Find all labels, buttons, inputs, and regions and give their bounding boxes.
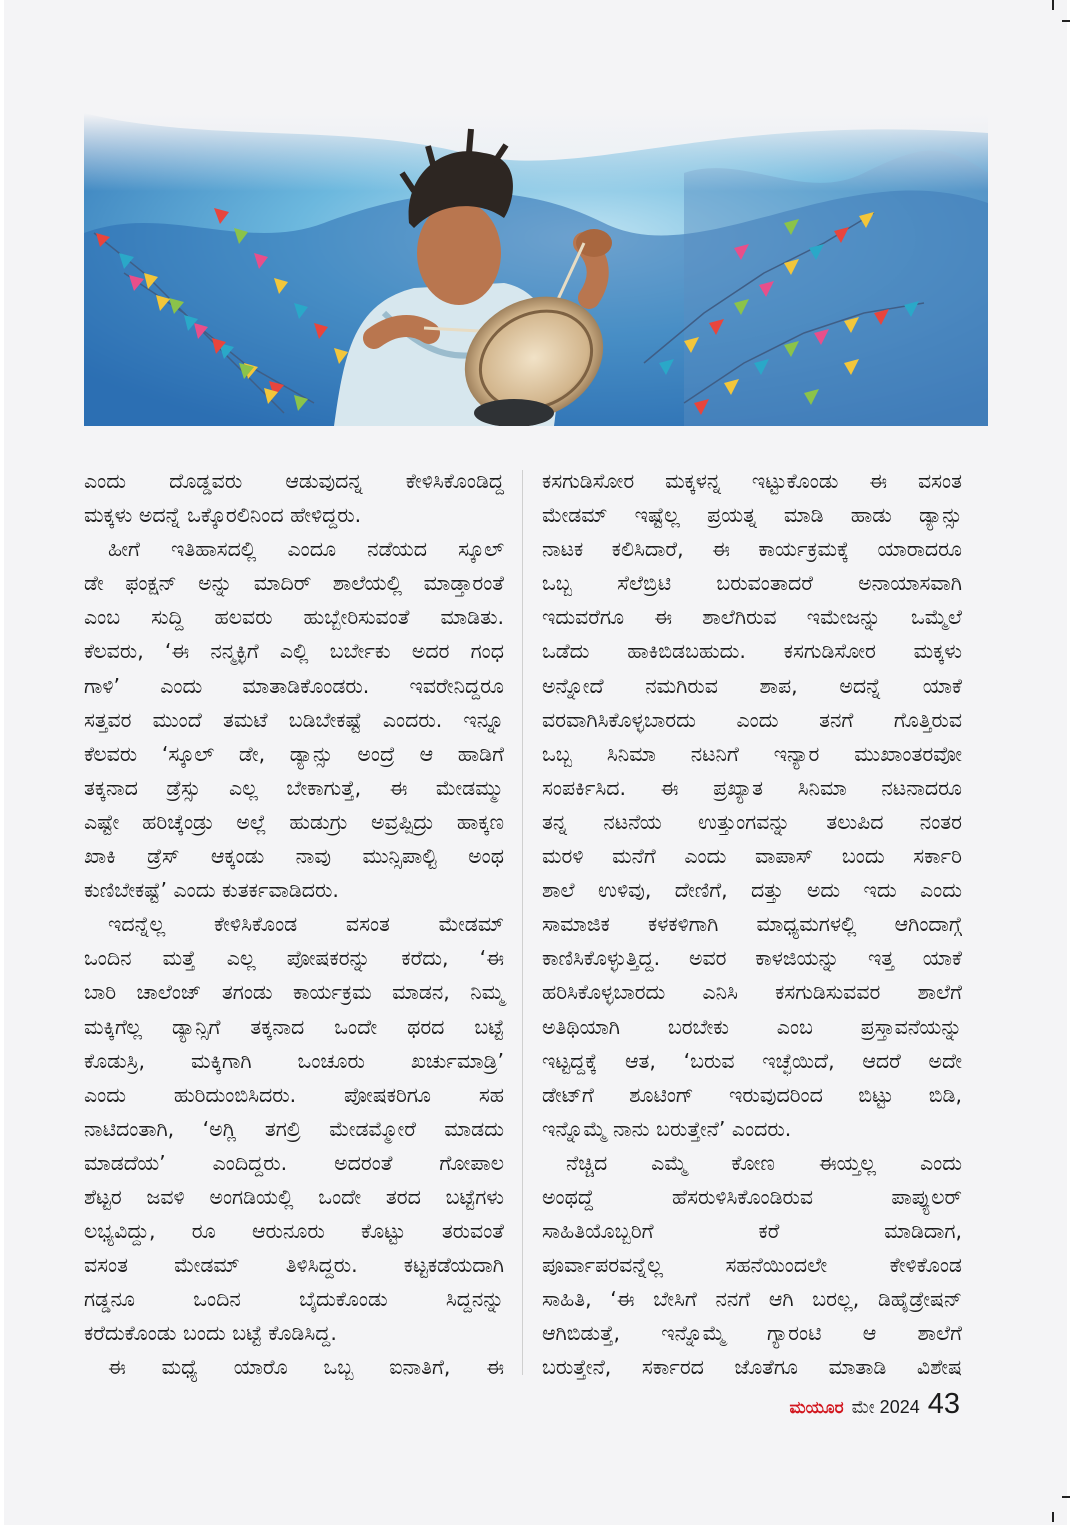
crop-mark-right-upper [1062, 20, 1070, 22]
text-line: ಅನ್ನೋದೆ ನಮಗಿರುವ ಶಾಪ, ಅದನ್ನೆ ಯಾಕೆ [542, 673, 962, 698]
text-line: ತನ್ನ ನಟನೆಯ ಉತ್ತುಂಗವನ್ನು ತಲುಪಿದ ನಂತರ [542, 809, 962, 834]
text-line: ಹೀಗೆ ಇತಿಹಾಸದಲ್ಲಿ ಎಂದೂ ನಡೆಯದ ಸ್ಕೂಲ್ [108, 537, 504, 562]
text-line: ಒಂದಿನ ಮತ್ತೆ ಎಲ್ಲ ಪೋಷಕರನ್ನು ಕರೆದು, ‘ಈ [84, 946, 504, 971]
text-line: ಎಂಬ ಸುದ್ದಿ ಹಲವರು ಹುಬ್ಬೇರಿಸುವಂತೆ ಮಾಡಿತು. [84, 605, 504, 630]
text-line: ಕಾಣಿಸಿಕೊಳ್ಳುತ್ತಿದ್ದ. ಅವರ ಕಾಳಜಿಯನ್ನು ಇತ್ತ ಯಾಕೆ [542, 946, 962, 971]
magazine-logo: ಮಯೂರ [789, 1398, 844, 1418]
illustration-boy-drumming [84, 113, 988, 426]
page-footer [789, 1388, 960, 1428]
text-line: ಒಬ್ಬ ಸಿನಿಮಾ ನಟನಿಗೆ ಇನ್ಯಾರ ಮುಖಾಂತರವೋ [542, 741, 962, 766]
text-line: ಡೇ ಫಂಕ್ಷನ್ ಅನ್ನು ಮಾದಿರ್ ಶಾಲೆಯಲ್ಲಿ ಮಾಡ್ತಾರಂತೆ [84, 571, 504, 596]
text-line: ಎಂದು ದೊಡ್ಡವರು ಆಡುವುದನ್ನ ಕೇಳಿಸಿಕೊಂಡಿದ್ದ [84, 469, 504, 493]
text-line: ಅತಿಥಿಯಾಗಿ ಬರಬೇಕು ಎಂಬ ಪ್ರಸ್ತಾವನೆಯನ್ನು [542, 1014, 962, 1039]
crop-mark-bottom-right [1052, 1512, 1054, 1522]
text-line: ಶಾಲೆ ಉಳಿವು, ದೇಣಿಗೆ, ದತ್ತು ಅದು ಇದು ಎಂದು [542, 878, 962, 903]
text-line: ನಾಟಕ ಕಲಿಸಿದಾರೆ, ಈ ಕಾರ್ಯಕ್ರಮಕ್ಕೆ ಯಾರಾದರೂ [542, 537, 962, 562]
article-column-left [84, 464, 504, 1385]
text-line: ಪೂರ್ವಾಪರವನ್ನೆಲ್ಲ ಸಹನೆಯಿಂದಲೇ ಕೇಳಿಕೊಂಡ [542, 1253, 962, 1278]
text-line: ಎಷ್ಟೇ ಹರಿಚ್ಕೆಂಡ್ರು ಅಲ್ಲೆ ಹುಡುಗ್ರು ಅವ್ರಪ್ಪಿದ್ರು ಹಾಕ್ಕಣ [84, 809, 504, 834]
text-line: ಕೆಲವರು, ‘ಈ ನನ್ಮಕ್ಳಿಗೆ ಎಲ್ಲಿ ಬರ್ಬೇಕು ಅದರ ಗಂಧ [84, 639, 504, 664]
text-line: ಒಡೆದು ಹಾಕಿಬಿಡಬಹುದು. ಕಸಗುಡಿಸೋರ ಮಕ್ಕಳು [542, 639, 962, 664]
text-line: ತಕ್ಕನಾದ ಡ್ರೆಸ್ಸು ಎಲ್ಲ ಬೇಕಾಗುತ್ತೆ, ಈ ಮೇಡಮ್ಮು [84, 775, 504, 800]
text-line: ಕಸಗುಡಿಸೋರ ಮಕ್ಕಳನ್ನ ಇಟ್ಟುಕೊಂಡು ಈ ವಸಂತ [542, 469, 962, 493]
column-divider [522, 470, 523, 1375]
text-line: ಬಾರಿ ಚಾಲೆಂಜ್ ತಗಂಡು ಕಾರ್ಯಕ್ರಮ ಮಾಡನ, ನಿಮ್ಮ [84, 980, 504, 1005]
text-line: ಆಗಿಬಿಡುತ್ತೆ, ಇನ್ನೊಮ್ಮೆ ಗ್ಯಾರಂಟಿ ಆ ಶಾಲೆಗೆ [542, 1321, 962, 1346]
text-line: ಇನ್ನೊಮ್ಮೆ ನಾನು ಬರುತ್ತೇನೆ’ ಎಂದರು. [542, 1116, 792, 1141]
article-column-right [542, 464, 962, 1385]
text-line: ಸಾಹಿತಿ, ‘ಈ ಬೇಸಿಗೆ ನನಗೆ ಆಗಿ ಬರಲ್ಲ, ಡಿಹೈಡ್ರೇಷನ್ [542, 1287, 962, 1312]
text-line: ಸಂಪರ್ಕಿಸಿದ. ಈ ಪ್ರಖ್ಯಾತ ಸಿನಿಮಾ ನಟನಾದರೂ [542, 775, 962, 800]
text-line: ಶೆಟ್ಟರ ಜವಳಿ ಅಂಗಡಿಯಲ್ಲಿ ಒಂದೇ ತರದ ಬಟ್ಟೆಗಳು [84, 1184, 504, 1209]
text-line: ವಸಂತ ಮೇಡಮ್ ತಿಳಿಸಿದ್ದರು. ಕಟ್ಟಕಡೆಯದಾಗಿ [84, 1253, 504, 1278]
text-line: ಗಡ್ಡನೂ ಒಂದಿನ ಬೈದುಕೊಂಡು ಸಿದ್ದನನ್ನು [84, 1287, 504, 1312]
text-line: ಎಂದು ಹುರಿದುಂಬಿಸಿದರು. ಪೋಷಕರಿಗೂ ಸಹ [84, 1082, 504, 1107]
text-line: ಈ ಮಧ್ಯೆ ಯಾರೊ ಒಬ್ಬ ಐನಾತಿಗೆ, ಈ [108, 1355, 504, 1380]
text-line: ವರವಾಗಿಸಿಕೊಳ್ಳಬಾರದು ಎಂದು ತನಗೆ ಗೊತ್ತಿರುವ [542, 707, 962, 732]
text-line: ಖಾಕಿ ಡ್ರೆಸ್ ಆಕ್ಕಂಡು ನಾವು ಮುನ್ಸಿಪಾಲ್ಟಿ ಅಂಥ [84, 844, 504, 869]
text-line: ಹರಿಸಿಕೊಳ್ಳಬಾರದು ಎನಿಸಿ ಕಸಗುಡಿಸುವವರ ಶಾಲೆಗೆ [542, 980, 962, 1005]
crop-mark-top-right [1052, 0, 1054, 10]
page-edge-left [0, 0, 4, 1525]
text-line: ನೆಚ್ಚಿದ ಎಮ್ಮೆ ಕೋಣ ಈಯ್ತಲ್ಲ ಎಂದು [566, 1150, 962, 1175]
text-line: ಇಟ್ಟದ್ದಕ್ಕೆ ಆತ, ‘ಬರುವ ಇಚ್ಛೆಯಿದೆ, ಆದರೆ ಅದೇ [542, 1048, 962, 1073]
text-line: ಡೇಟ್‌ಗೆ ಶೂಟಿಂಗ್ ಇರುವುದರಿಂದ ಬಿಟ್ಟು ಬಿಡಿ, [542, 1082, 962, 1107]
issue-date: ಮೇ 2024 [851, 1397, 920, 1417]
text-line: ಸಾಹಿತಿಯೊಬ್ಬರಿಗೆ ಕರೆ ಮಾಡಿದಾಗ, [542, 1219, 962, 1244]
text-line: ಇದುವರೆಗೂ ಈ ಶಾಲೆಗಿರುವ ಇಮೇಜನ್ನು ಒಮ್ಮೆಲೆ [542, 605, 962, 630]
text-line: ಕರೆದುಕೊಂಡು ಬಂದು ಬಟ್ಟೆ ಕೊಡಿಸಿದ್ದ. [84, 1321, 337, 1346]
text-line: ಅಂಥದ್ದೆ ಹೆಸರುಳಿಸಿಕೊಂಡಿರುವ ಪಾಪ್ಯುಲರ್ [542, 1184, 962, 1209]
text-line: ನಾಟಿದಂತಾಗಿ, ‘ಅಗ್ಲಿ ತಗಲ್ರಿ ಮೇಡಮ್ಮೋರೆ ಮಾಡದು [84, 1116, 504, 1141]
text-line: ಗಾಳಿ’ ಎಂದು ಮಾತಾಡಿಕೊಂಡರು. ಇವರೇನಿದ್ದರೂ [84, 673, 504, 698]
text-line: ಮಕ್ಕಿಗೆಲ್ಲ ಡ್ಯಾನ್ಸಿಗೆ ತಕ್ಕನಾದ ಒಂದೇ ಥರದ ಬಟ್ಟೆ [84, 1014, 504, 1039]
page-number: 43 [927, 1388, 960, 1420]
text-line: ಒಬ್ಬ ಸೆಲೆಬ್ರಿಟಿ ಬರುವಂತಾದರೆ ಅನಾಯಾಸವಾಗಿ [542, 571, 962, 596]
text-line: ಕೊಡುಸ್ರಿ, ಮಕ್ಕಿಗಾಗಿ ಒಂಚೂರು ಖರ್ಚುಮಾಡ್ರಿ’ [84, 1048, 504, 1073]
text-line: ಕೆಲವರು ‘ಸ್ಕೂಲ್ ಡೇ, ಡ್ಯಾನ್ಸು ಅಂದ್ರೆ ಆ ಹಾಡಿಗೆ [84, 741, 504, 766]
text-line: ಸಾಮಾಜಿಕ ಕಳಕಳಿಗಾಗಿ ಮಾಧ್ಯಮಗಳಲ್ಲಿ ಆಗಿಂದಾಗ್ಗೆ [542, 912, 962, 937]
text-line: ಮೇಡಮ್ ಇಷ್ಟೆಲ್ಲ ಪ್ರಯತ್ನ ಮಾಡಿ ಹಾಡು ಡ್ಯಾನ್ಸು [542, 503, 962, 528]
page-edge-right [1067, 0, 1072, 1525]
text-line: ಲಭ್ಯವಿದ್ದು, ರೂ ಆರುನೂರು ಕೊಟ್ಟು ತರುವಂತೆ [84, 1219, 504, 1244]
text-line: ಬರುತ್ತೇನೆ, ಸರ್ಕಾರದ ಜೊತೆಗೂ ಮಾತಾಡಿ ವಿಶೇಷ [542, 1355, 962, 1380]
text-line: ಮಾಡದೆಯ’ ಎಂದಿದ್ದರು. ಅದರಂತೆ ಗೋಪಾಲ [84, 1150, 504, 1175]
text-line: ಮರಳಿ ಮನೆಗೆ ಎಂದು ವಾಪಾಸ್ ಬಂದು ಸರ್ಕಾರಿ [542, 844, 962, 869]
text-line: ಸತ್ತವರ ಮುಂದೆ ತಮಟೆ ಬಡಿಬೇಕಷ್ಟೆ ಎಂದರು. ಇನ್ನೂ [84, 707, 504, 732]
text-line: ಕುಣಿಬೇಕಷ್ಟೆ’ ಎಂದು ಕುತರ್ಕವಾಡಿದರು. [84, 878, 339, 903]
text-line: ಮಕ್ಕಳು ಅದನ್ನೆ ಒಕ್ಕೊರಲಿನಿಂದ ಹೇಳಿದ್ದರು. [84, 503, 362, 528]
crop-mark-right-lower [1062, 1496, 1070, 1498]
text-line: ಇದನ್ನೆಲ್ಲ ಕೇಳಿಸಿಕೊಂಡ ವಸಂತ ಮೇಡಮ್ [108, 912, 504, 937]
